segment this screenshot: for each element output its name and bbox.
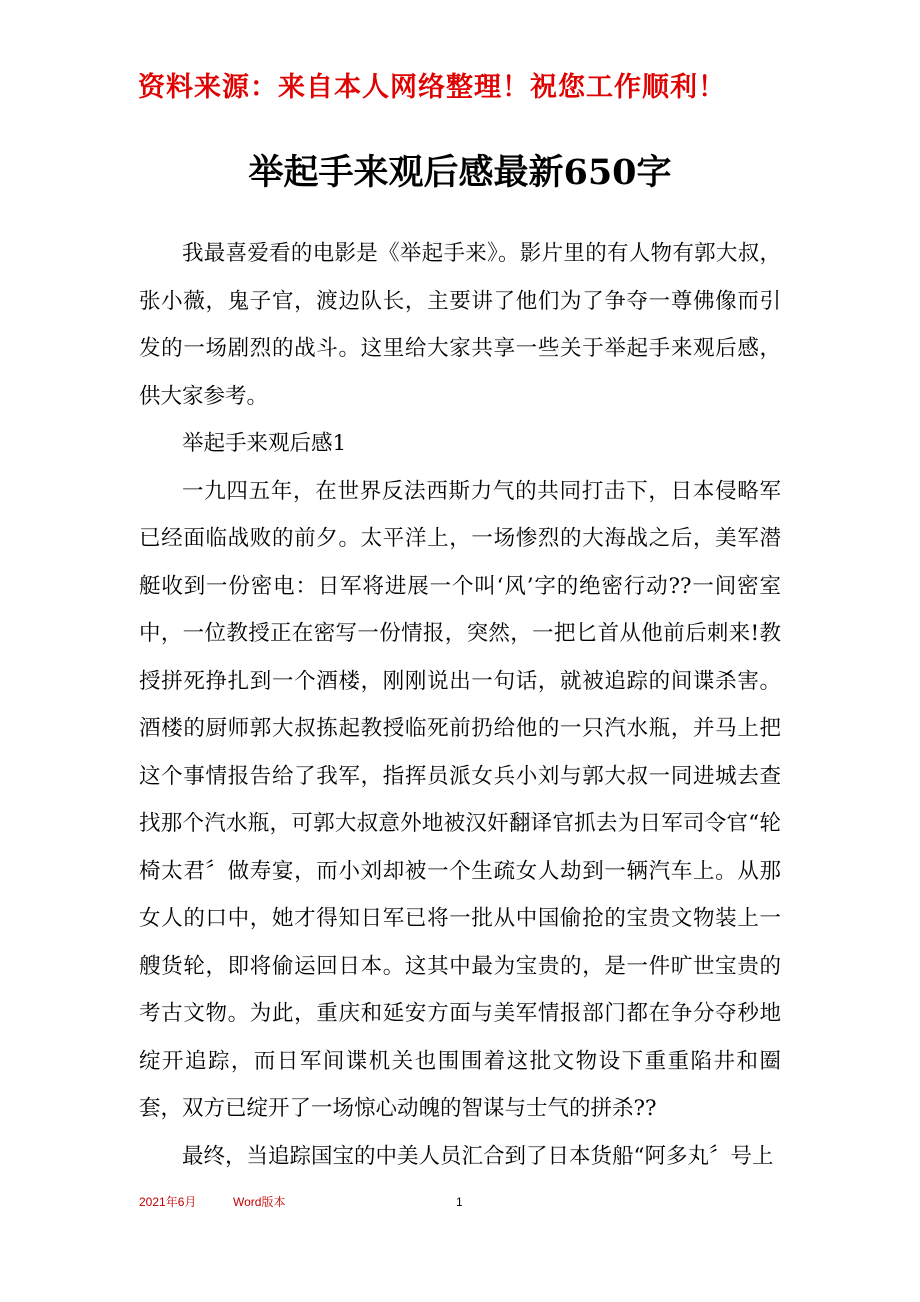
page-footer <box>139 1192 539 1212</box>
source-banner: 资料来源：来自本人网络整理！祝您工作顺利！ <box>138 72 726 103</box>
footer-version: Word版本 <box>233 1195 286 1209</box>
footer-date: 2021年6月 <box>139 1195 197 1209</box>
paragraph-main: 一九四五年，在世界反法西斯力气的共同打击下，日本侵略军已经面临战败的前夕。太平洋上，一场惨烈的大海战之后，美军潜艇收到一份密电：日军将进展一个叫‘风’字的绝密行动??一间密室中，一位教授正在密写一份情报，突然，一把匕首从他前后刺来!教授拼死挣扎到一个酒楼，刚刚说出一句话，就被追踪的间谍杀害。酒楼的厨师郭大叔拣起教授临死前扔给他的一只汽水瓶，并马上把这个事情报告给了我军，指挥员派女兵小刘与郭大叔一同进城去查找那个汽水瓶，可郭大叔意外地被汉奸翻译官抓去为日军司令官“轮椅太君〞做寿宴，而小刘却被一个生疏女人劫到一辆汽车上。从那女人的口中，她才得知日军已将一批从中国偷抢的宝贵文物装上一艘货轮，即将偷运回日本。这其中最为宝贵的，是一件旷世宝贵的考古文物。为此，重庆和延安方面与美军情报部门都在争分夺秒地绽开追踪，而日军间谍机关也围围着这批文物设下重重陷井和圈套，双方已绽开了一场惊心动魄的智谋与士气的拼杀?? <box>139 478 781 1121</box>
document-body <box>139 230 781 1180</box>
section-heading: 举起手来观后感1 <box>182 431 347 456</box>
paragraph-intro: 我最喜爱看的电影是《举起手来》。影片里的有人物有郭大叔，张小薇，鬼子官，渡边队长，主要讲了他们为了争夺一尊佛像而引发的一场剧烈的战斗。这里给大家共享一些关于举起手来观后感，供大家参考。 <box>139 241 781 409</box>
footer-page-number: 1 <box>456 1195 463 1209</box>
paragraph-continued: 最终，当追踪国宝的中美人员汇合到了日本货船“阿多丸〞号上 <box>182 1143 774 1169</box>
document-title: 举起手来观后感最新650字 <box>248 152 672 193</box>
